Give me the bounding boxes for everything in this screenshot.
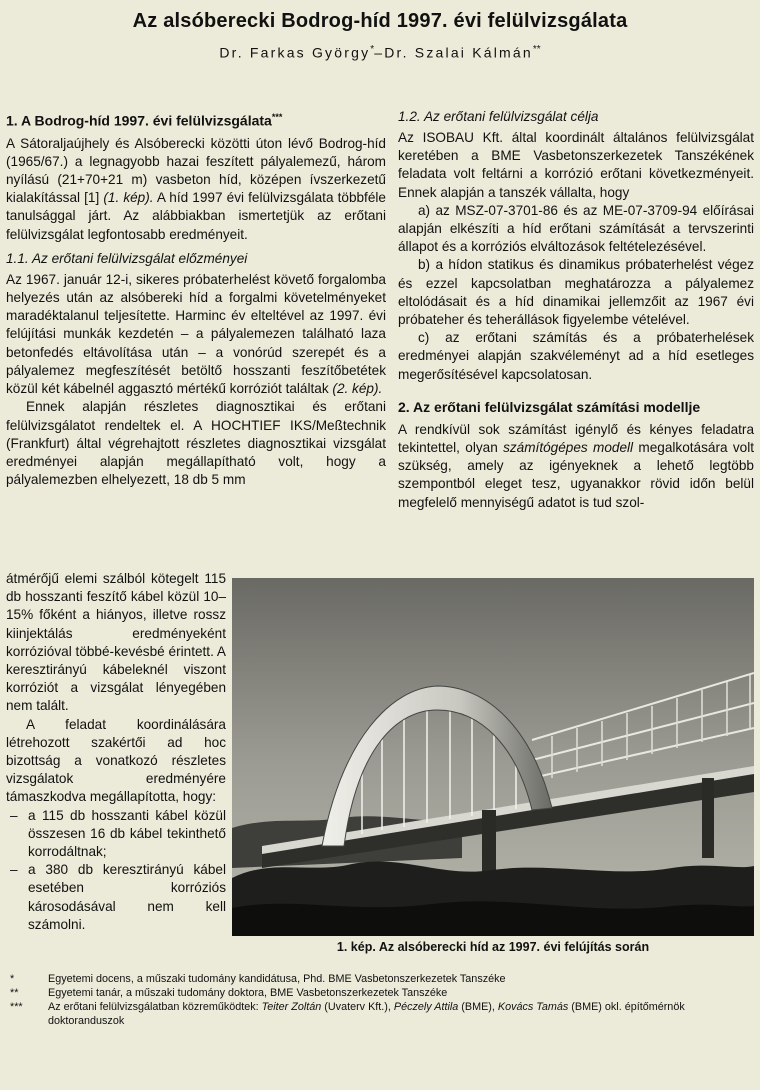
footnote-text: [48, 1000, 756, 1028]
right-column: [398, 108, 754, 512]
article-title: Az alsóberecki Bodrog-híd 1997. évi felülvizsgálata: [132, 10, 628, 32]
figure-reference-2: (2. kép).: [332, 381, 383, 397]
narrow-paragraph-committee: A feladat koordinálására létrehozott szakértői ad hoc bizottság a vonatkozó részletes vizsgálatok eredményére támaszkodva megállapította, hogy:: [6, 716, 226, 805]
photo-caption: 1. kép. Az alsóberecki híd az 1997. évi felújítás során: [336, 940, 650, 954]
section-1-1-heading: 1.1. Az erőtani felülvizsgálat előzményei: [6, 250, 248, 266]
bridge-photo: [232, 578, 754, 936]
footnote-text-a: Az erőtani felülvizsgálatban közreműködtek:: [48, 1001, 262, 1013]
footnote-mark: **: [10, 987, 19, 999]
contributor-affiliation: (BME),: [458, 1001, 498, 1013]
author-1-mark: *: [370, 44, 375, 55]
figure-reference-1: (1. kép).: [103, 190, 154, 206]
section-2-text-a: A rendkívül sok számítást igénylő és kényes feladatra tekintettel, olyan: [398, 421, 754, 456]
authors-line: [0, 44, 760, 61]
footnote-mark: *: [10, 973, 15, 985]
findings-list: [6, 807, 226, 934]
author-1: Dr. Farkas György: [219, 44, 371, 61]
section-1-1-paragraph-1: [6, 271, 386, 398]
footnote-mark: ***: [10, 1001, 23, 1013]
task-a: a) az MSZ-07-3701-86 és az ME-07-3709-94 előírásai alapján elkészíti a híd erőtani számítását a tervszerinti állapot és a korróziós elváltozások feltételezésével.: [398, 202, 754, 255]
section-1-text-b: A híd 1997 évi felülvizsgálata többféle tanulsággal járt. Az alábbiakban ismertetjük az erőtani felülvizsgálat legfontosabb eredményeit.: [6, 190, 386, 242]
section-2-emphasis: számítógépes modell: [503, 440, 634, 456]
narrow-paragraph-continued: átmérőjű elemi szálból kötegelt 115 db hosszanti feszítő kábel közül 10–15% főként a hiányos, illetve rossz kiinjektálás eredményeként korrózióval többé-kevésbé érintett. A keresztirányú kábeleknél viszont korróziót a vizsgálat lényegében nem talált.: [6, 571, 226, 714]
section-1-1-text-a: Az 1967. január 12-i, sikeres próbaterhelést követő forgalomba helyezés után az alsóbereki híd a forgalmi követelményeket maradéktalanul teljesítette. Harminc év elteltével az 1997. évi felújítási munkák kezdetén – a pályalemezen található laza betonfedés eltávolítása után – a vonórúd szerepét és a pályalemez megfeszítését betöltő hosszanti feszítőbetétek közül két kábelnél aggasztó mértékű korróziót találtak: [6, 271, 386, 397]
section-1-1-paragraph-2: Ennek alapján részletes diagnosztikai és erőtani felülvizsgálatot rendeltek el. A HOCHTIEF IKS/Meßtechnik (Frankfurt) által végrehajtott részletes diagnosztikai vizsgálat eredményei alapján megállapítható volt, hogy a pályalemezben elhelyezett, 18 db 5 mm: [6, 399, 386, 488]
footnote-1: [6, 972, 756, 986]
task-b: b) a hídon statikus és dinamikus próbaterhelést végez és ezzel kapcsolatban meghatározza a pályalemez eltolódásait és a híd dinamikai jellemzőit az 1967 évi próbateher és teherállások figyelembe vételével.: [398, 257, 754, 328]
section-1-heading-mark: ***: [271, 112, 283, 122]
footnote-2: [6, 986, 756, 1000]
section-1-heading-text: 1. A Bodrog-híd 1997. évi felülvizsgálata: [6, 112, 272, 129]
section-2-paragraph: [398, 421, 754, 512]
author-separator: –: [374, 44, 385, 61]
list-item: – a 115 db hosszanti kábel közül összesen 16 db kábel tekinthető korrodáltnak;: [6, 807, 226, 862]
footnote-text: Egyetemi docens, a műszaki tudomány kandidátusa, Phd. BME Vasbetonszerkezetek Tanszéke: [48, 973, 506, 985]
section-1-2-paragraph: Az ISOBAU Kft. által koordinált általános felülvizsgálat keretében a BME Vasbetonszerkezetek Tanszékének feladata volt feltárni a korrózió erőtani következményeit. Ennek alapján a tanszék vállalta, hogy: [398, 130, 754, 200]
section-2-text-b: megalkotására volt szükség, amely az igényeknek a lehető legtöbb szempontból eleget tesz, ugyanakkor rövid időn belül megfelelő mennyiségű adatot is tud szol-: [398, 440, 754, 510]
contributor-name: Teiter Zoltán: [261, 1001, 322, 1013]
author-2-mark: **: [532, 44, 541, 55]
section-1-heading: [6, 108, 386, 130]
section-1-paragraph: [6, 135, 386, 244]
contributor-affiliation: (BME) okl. építőmérnök doktoranduszok: [48, 1001, 685, 1027]
section-1-2-heading: 1.2. Az erőtani felülvizsgálat célja: [398, 109, 599, 124]
narrow-column: [6, 570, 226, 934]
contributor-affiliation: (Uvaterv Kft.),: [321, 1001, 394, 1013]
left-column: [6, 108, 386, 489]
section-1-text-a: A Sátoraljaújhely és Alsóberecki közötti úton lévő Bodrog-híd (1965/67.) a legnagyobb hazai feszített pályalemezű, három nyílású (21+70+21 m) vasbeton híd, középen ívszerkezetű kialakítással [1]: [6, 135, 386, 206]
list-item: – a 380 db keresztirányú kábel esetében korróziós károsodásával nem kell számolni.: [6, 861, 226, 934]
contributor-name: Péczely Attila: [393, 1001, 459, 1013]
footnote-3: [6, 1000, 756, 1028]
task-c: c) az erőtani számítás és a próbaterhelések eredményei alapján szakvéleményt ad a híd esetleges megerősítésével kapcsolatosan.: [398, 330, 754, 382]
footnotes: [6, 972, 756, 1028]
author-2: Dr. Szalai Kálmán: [384, 44, 533, 61]
contributor-name: Kovács Tamás: [497, 1001, 569, 1013]
footnote-text: Egyetemi tanár, a műszaki tudomány doktora, BME Vasbetonszerkezetek Tanszéke: [48, 987, 448, 999]
section-2-heading: 2. Az erőtani felülvizsgálat számítási modellje: [398, 398, 701, 415]
